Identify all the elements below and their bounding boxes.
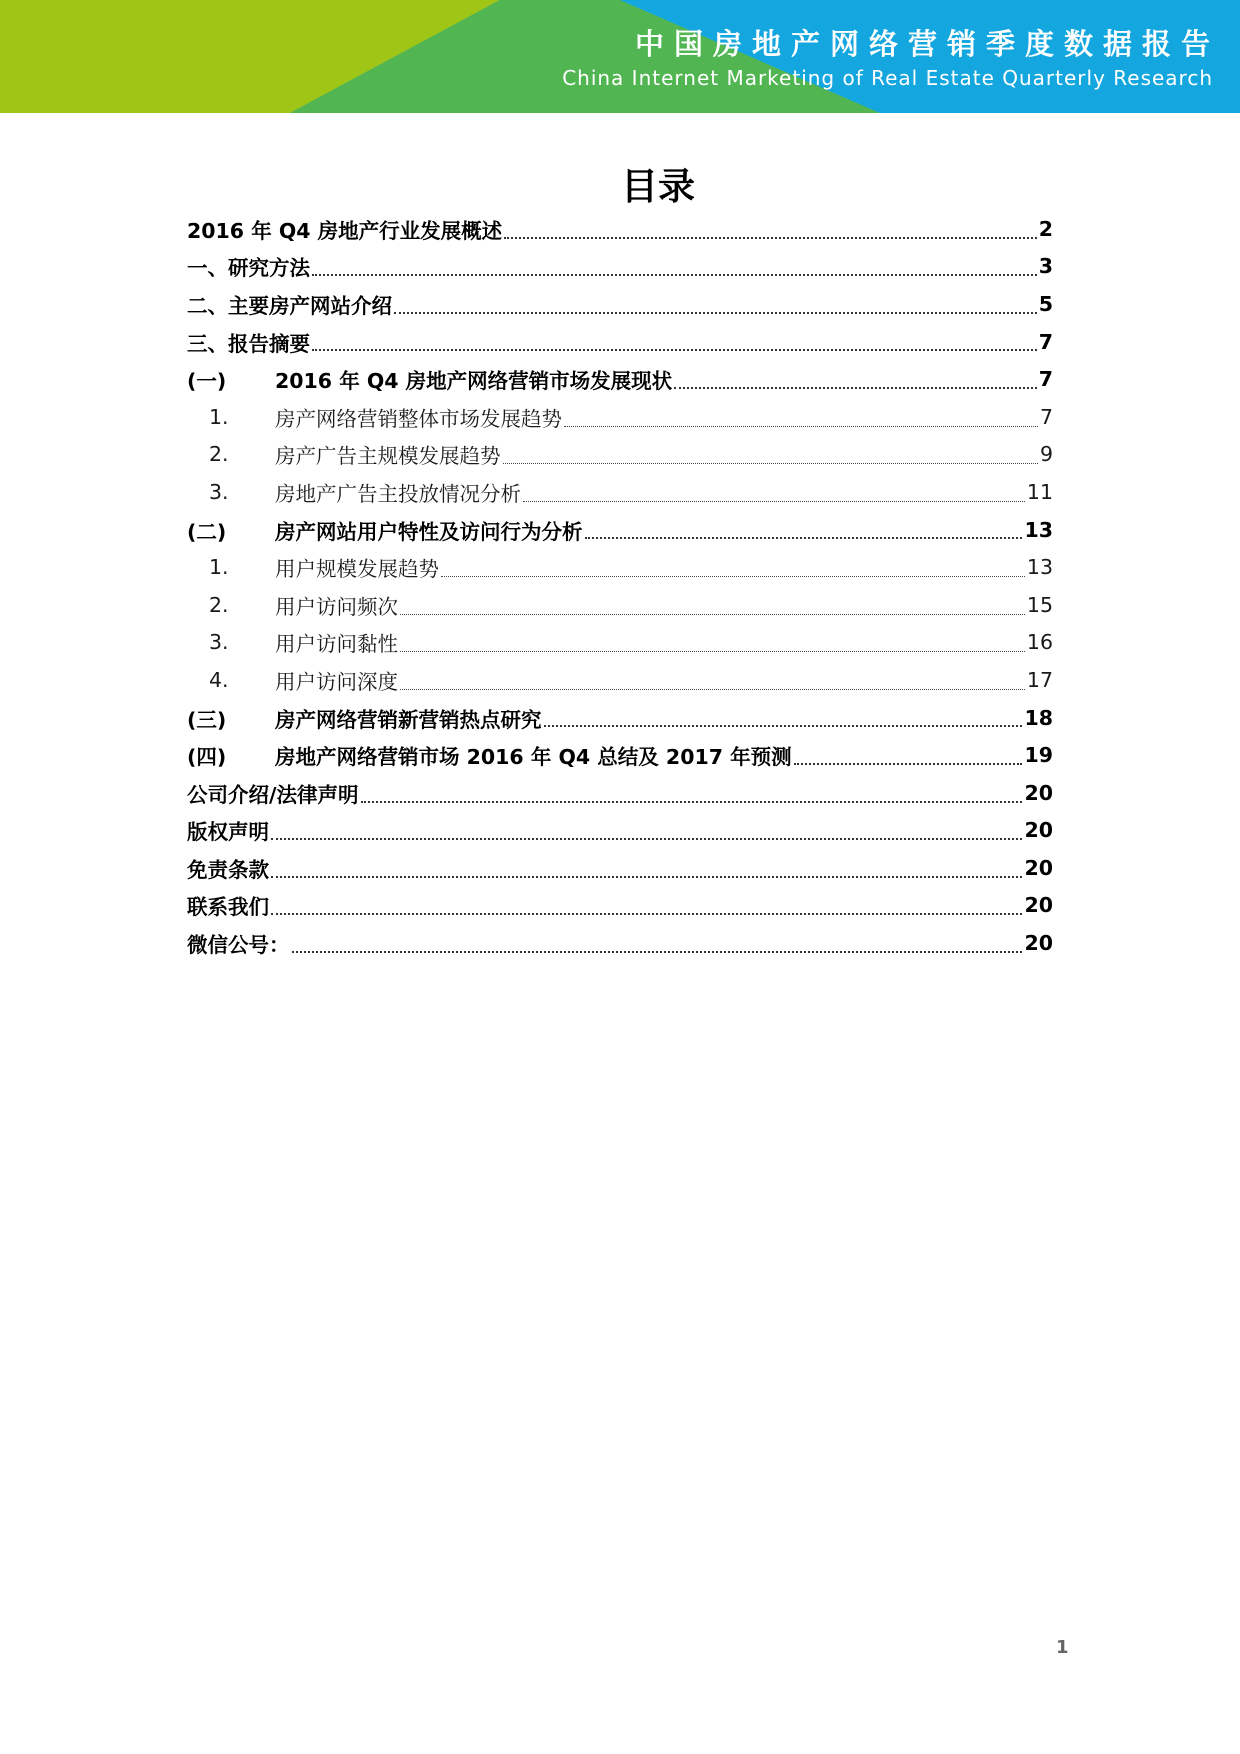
toc-entry[interactable] [187, 624, 1053, 662]
toc-entry-page: 7 [1038, 367, 1053, 392]
toc-entry-title: 房产网络营销整体市场发展趋势 [275, 406, 562, 431]
toc-dot-leader [312, 349, 1037, 351]
toc-entry-title: 微信公号： [187, 933, 290, 958]
toc-entry-title: 版权声明 [187, 820, 269, 845]
toc-entry[interactable] [187, 436, 1053, 474]
toc-entry-title: 2016 年 Q4 房地产行业发展概述 [187, 218, 503, 243]
toc-entry-title: 一、研究方法 [187, 256, 310, 281]
toc-dot-leader [794, 763, 1023, 765]
header-title-chinese: 中国房地产网络营销季度数据报告 [634, 27, 1220, 61]
toc-entry-number: (三) [187, 707, 227, 732]
toc-entry-page: 3 [1038, 254, 1053, 279]
toc-dot-leader [503, 463, 1038, 464]
toc-entry[interactable] [187, 812, 1053, 850]
toc-dot-leader [400, 614, 1025, 615]
toc-entry-page: 11 [1026, 479, 1053, 504]
toc-entry[interactable] [187, 210, 1053, 248]
toc-entry-title: 联系我们 [187, 895, 269, 920]
toc-entry-number: 3. [209, 630, 229, 655]
toc-entry[interactable] [187, 548, 1053, 586]
toc-dot-leader [271, 876, 1022, 878]
toc-entry-page: 20 [1024, 931, 1053, 956]
toc-entry-page: 19 [1024, 743, 1053, 768]
toc-entry[interactable] [187, 511, 1053, 549]
toc-dot-leader [312, 274, 1037, 276]
toc-entry-title: 用户规模发展趋势 [275, 557, 439, 582]
toc-entry-title: 公司介绍/法律声明 [187, 782, 359, 807]
toc-entry-number: (四) [187, 745, 227, 770]
toc-entry-number: 3. [209, 479, 229, 504]
toc-entry[interactable] [187, 774, 1053, 812]
toc-entry[interactable] [187, 661, 1053, 699]
toc-entry-title: 2016 年 Q4 房地产网络营销市场发展现状 [275, 369, 673, 394]
toc-entry[interactable] [187, 360, 1053, 398]
toc-dot-leader [523, 501, 1025, 502]
toc-dot-leader [504, 237, 1037, 239]
toc-entry-page: 20 [1024, 780, 1053, 805]
toc-entry-title: 房地产网络营销市场 2016 年 Q4 总结及 2017 年预测 [275, 745, 792, 770]
toc-entry-page: 2 [1038, 216, 1053, 241]
toc-entry-page: 15 [1026, 592, 1053, 617]
toc-entry[interactable] [187, 398, 1053, 436]
toc-entry[interactable] [187, 586, 1053, 624]
toc-entry[interactable] [187, 736, 1053, 774]
toc-entry[interactable] [187, 699, 1053, 737]
toc-dot-leader [585, 537, 1023, 539]
toc-entry-page: 16 [1026, 630, 1053, 655]
toc-entry[interactable] [187, 248, 1053, 286]
toc-entry-title: 房产网络营销新营销热点研究 [275, 707, 542, 732]
toc-entry-page: 7 [1039, 404, 1053, 429]
toc-dot-leader [271, 838, 1022, 840]
toc-dot-leader [400, 651, 1025, 652]
report-header-banner [0, 0, 1240, 113]
toc-entry-title: 房产广告主规模发展趋势 [275, 444, 501, 469]
toc-entry-page: 20 [1024, 893, 1053, 918]
toc-entry-page: 9 [1039, 442, 1053, 467]
toc-entry-title: 用户访问深度 [275, 669, 398, 694]
toc-entry-title: 房地产广告主投放情况分析 [275, 481, 521, 506]
toc-entry-page: 20 [1024, 855, 1053, 880]
toc-entry[interactable] [187, 473, 1053, 511]
toc-heading: 目录 [621, 165, 695, 208]
toc-dot-leader [674, 387, 1037, 389]
toc-entry[interactable] [187, 887, 1053, 925]
toc-dot-leader [441, 576, 1025, 577]
toc-entry-page: 13 [1026, 555, 1053, 580]
toc-entry-title: 用户访问黏性 [275, 632, 398, 657]
toc-entry-page: 13 [1024, 517, 1053, 542]
toc-entry-page: 7 [1038, 329, 1053, 354]
toc-entry-title: 免责条款 [187, 857, 269, 882]
toc-dot-leader [400, 689, 1025, 690]
header-title-english: China Internet Marketing of Real Estate Quarterly Research [562, 66, 1213, 90]
toc-dot-leader [544, 725, 1023, 727]
toc-dot-leader [292, 951, 1023, 953]
toc-entry-number: 2. [209, 442, 229, 467]
toc-entry[interactable] [187, 849, 1053, 887]
toc-entry-title: 二、主要房产网站介绍 [187, 293, 392, 318]
toc-entry-page: 5 [1038, 291, 1053, 316]
toc-entry[interactable] [187, 924, 1053, 962]
toc-entry-title: 用户访问频次 [275, 594, 398, 619]
toc-entry-title: 三、报告摘要 [187, 331, 310, 356]
toc-dot-leader [394, 312, 1037, 314]
toc-entry[interactable] [187, 285, 1053, 323]
toc-entry-number: 1. [209, 555, 229, 580]
toc-entry-title: 房产网站用户特性及访问行为分析 [275, 519, 583, 544]
toc-entry-page: 20 [1024, 818, 1053, 843]
toc-dot-leader [361, 801, 1023, 803]
toc-entry[interactable] [187, 323, 1053, 361]
toc-entry-page: 18 [1024, 705, 1053, 730]
toc-entry-number: (二) [187, 519, 227, 544]
toc-entry-number: 1. [209, 404, 229, 429]
toc-entry-number: 2. [209, 592, 229, 617]
toc-entry-page: 17 [1026, 667, 1053, 692]
page-number: 1 [1056, 1637, 1069, 1658]
toc-entry-number: 4. [209, 667, 229, 692]
toc-entry-number: (一) [187, 369, 227, 394]
table-of-contents [187, 210, 1053, 962]
toc-dot-leader [564, 426, 1038, 427]
toc-dot-leader [271, 913, 1022, 915]
